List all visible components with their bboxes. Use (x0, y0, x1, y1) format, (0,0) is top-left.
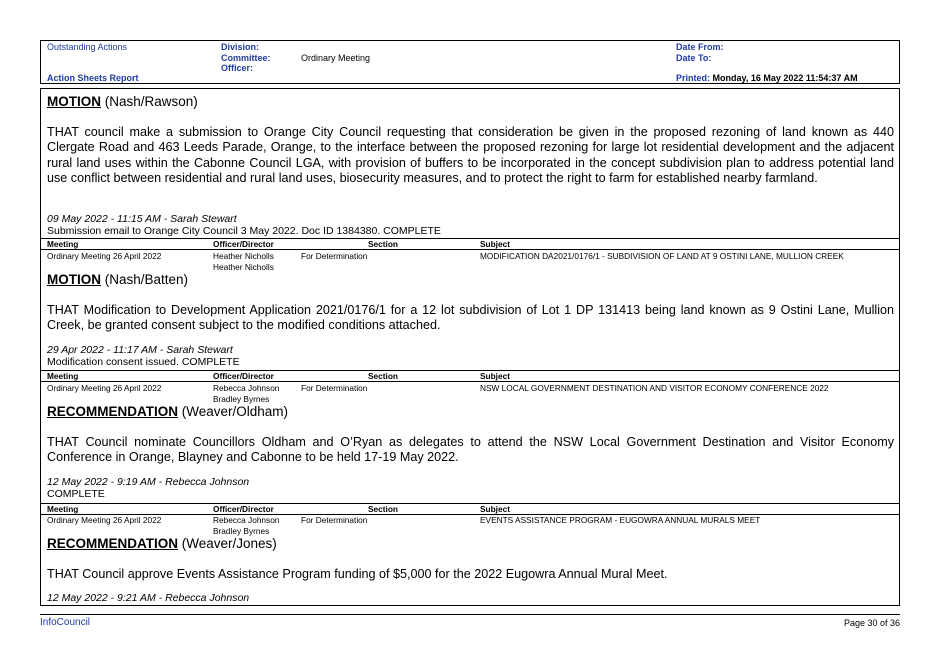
item-note-text: Modification consent issued. COMPLETE (47, 356, 240, 368)
item-note-date: 12 May 2022 - 9:19 AM - Rebecca Johnson (47, 476, 250, 488)
item-heading (47, 272, 188, 287)
item-movers: (Nash/Batten) (101, 272, 189, 287)
item-type: RECOMMENDATION (47, 404, 178, 419)
col-section: Section (368, 239, 398, 249)
col-meeting: Meeting (47, 239, 79, 249)
row-section: For Determination (301, 383, 368, 393)
item-heading (47, 536, 277, 551)
printed-label: Printed: (676, 73, 711, 83)
col-officer: Officer/Director (213, 371, 274, 381)
item-note-text: Submission email to Orange City Council 3 May 2022. Doc ID 1384380. COMPLETE (47, 225, 441, 237)
row-section: For Determination (301, 515, 368, 525)
item-note-text: COMPLETE (47, 488, 105, 500)
item-resolution: THAT council make a submission to Orange City Council requesting that consideration be given in the proposed rezoning of land known as 440 Clergate Road and 463 Leeds Parade, Orange, to the interface between the proposed rezoning for large lot residential development and the adjacent rural land uses within the Cabonne Council LGA, with provision of buffers to be incorporated in the concept subdivision plan to address potential land use conflict between residential and rural land uses, biosecurity measures, and to protect the right to farm for established nearby farmland. (47, 125, 894, 186)
date-from-label: Date From: (676, 42, 724, 52)
item-movers: (Weaver/Oldham) (178, 404, 289, 419)
item-resolution: THAT Modification to Development Application 2021/0176/1 for a 12 lot subdivision of Lot 1 DP 131413 being land known as 9 Ostini Lane, Mullion Creek, be granted consent subject to the modified conditions attached. (47, 303, 894, 333)
report-header (40, 40, 900, 84)
col-meeting: Meeting (47, 371, 79, 381)
item-note-date: 09 May 2022 - 11:15 AM - Sarah Stewart (47, 213, 237, 225)
printed-stamp (676, 73, 858, 84)
row-section: For Determination (301, 251, 368, 261)
table-header (41, 370, 899, 382)
row-subject: MODIFICATION DA2021/0176/1 - SUBDIVISION OF LAND AT 9 OSTINI LANE, MULLION CREEK (480, 251, 844, 261)
row-meeting: Ordinary Meeting 26 April 2022 (47, 383, 162, 393)
division-label: Division: (221, 42, 260, 52)
row-subject: EVENTS ASSISTANCE PROGRAM - EUGOWRA ANNUAL MURALS MEET (480, 515, 761, 525)
printed-value: Monday, 16 May 2022 11:54:37 AM (712, 73, 858, 83)
footer-brand: InfoCouncil (40, 617, 91, 628)
col-section: Section (368, 504, 398, 514)
report-type: Action Sheets Report (47, 73, 139, 83)
item-type: MOTION (47, 272, 101, 287)
page-footer (40, 614, 900, 628)
col-officer: Officer/Director (213, 239, 274, 249)
row-officer: Rebecca Johnson (213, 383, 280, 393)
col-subject: Subject (480, 371, 510, 381)
table-header (41, 503, 899, 515)
item-resolution: THAT Council approve Events Assistance Program funding of $5,000 for the 2022 Eugowra Annual Mural Meet. (47, 567, 668, 581)
item-type: RECOMMENDATION (47, 536, 178, 551)
report-name: Outstanding Actions (47, 42, 128, 52)
officer-label: Officer: (221, 63, 254, 73)
item-heading (47, 404, 288, 419)
date-to-label: Date To: (676, 52, 712, 63)
item-note-date: 12 May 2022 - 9:21 AM - Rebecca Johnson (47, 592, 250, 604)
col-section: Section (368, 371, 398, 381)
item-resolution: THAT Council nominate Councillors Oldham and O’Ryan as delegates to attend the NSW Local Government Destination and Visitor Economy Conference in Orange, Blayney and Cabonne to be held 17-19 May 2022. (47, 435, 894, 465)
col-officer: Officer/Director (213, 504, 274, 514)
item-movers: (Nash/Rawson) (101, 94, 198, 109)
row-meeting: Ordinary Meeting 26 April 2022 (47, 515, 162, 525)
committee-label: Committee: (221, 52, 271, 63)
col-subject: Subject (480, 239, 510, 249)
item-heading (47, 94, 198, 109)
item-type: MOTION (47, 94, 101, 109)
row-meeting: Ordinary Meeting 26 April 2022 (47, 251, 162, 261)
committee-value: Ordinary Meeting (301, 52, 371, 63)
col-subject: Subject (480, 504, 510, 514)
table-header (41, 238, 899, 250)
item-movers: (Weaver/Jones) (178, 536, 277, 551)
item-note-date: 29 Apr 2022 - 11:17 AM - Sarah Stewart (47, 344, 233, 356)
col-meeting: Meeting (47, 504, 79, 514)
row-director: Heather Nicholls (213, 262, 274, 272)
row-subject: NSW LOCAL GOVERNMENT DESTINATION AND VISITOR ECONOMY CONFERENCE 2022 (480, 383, 829, 393)
row-officer: Heather Nicholls (213, 251, 274, 261)
row-director: Bradley Byrnes (213, 394, 270, 404)
page-number: Page 30 of 36 (843, 618, 900, 628)
row-officer: Rebecca Johnson (213, 515, 280, 525)
row-director: Bradley Byrnes (213, 526, 270, 536)
action-sheets-panel (40, 88, 900, 606)
